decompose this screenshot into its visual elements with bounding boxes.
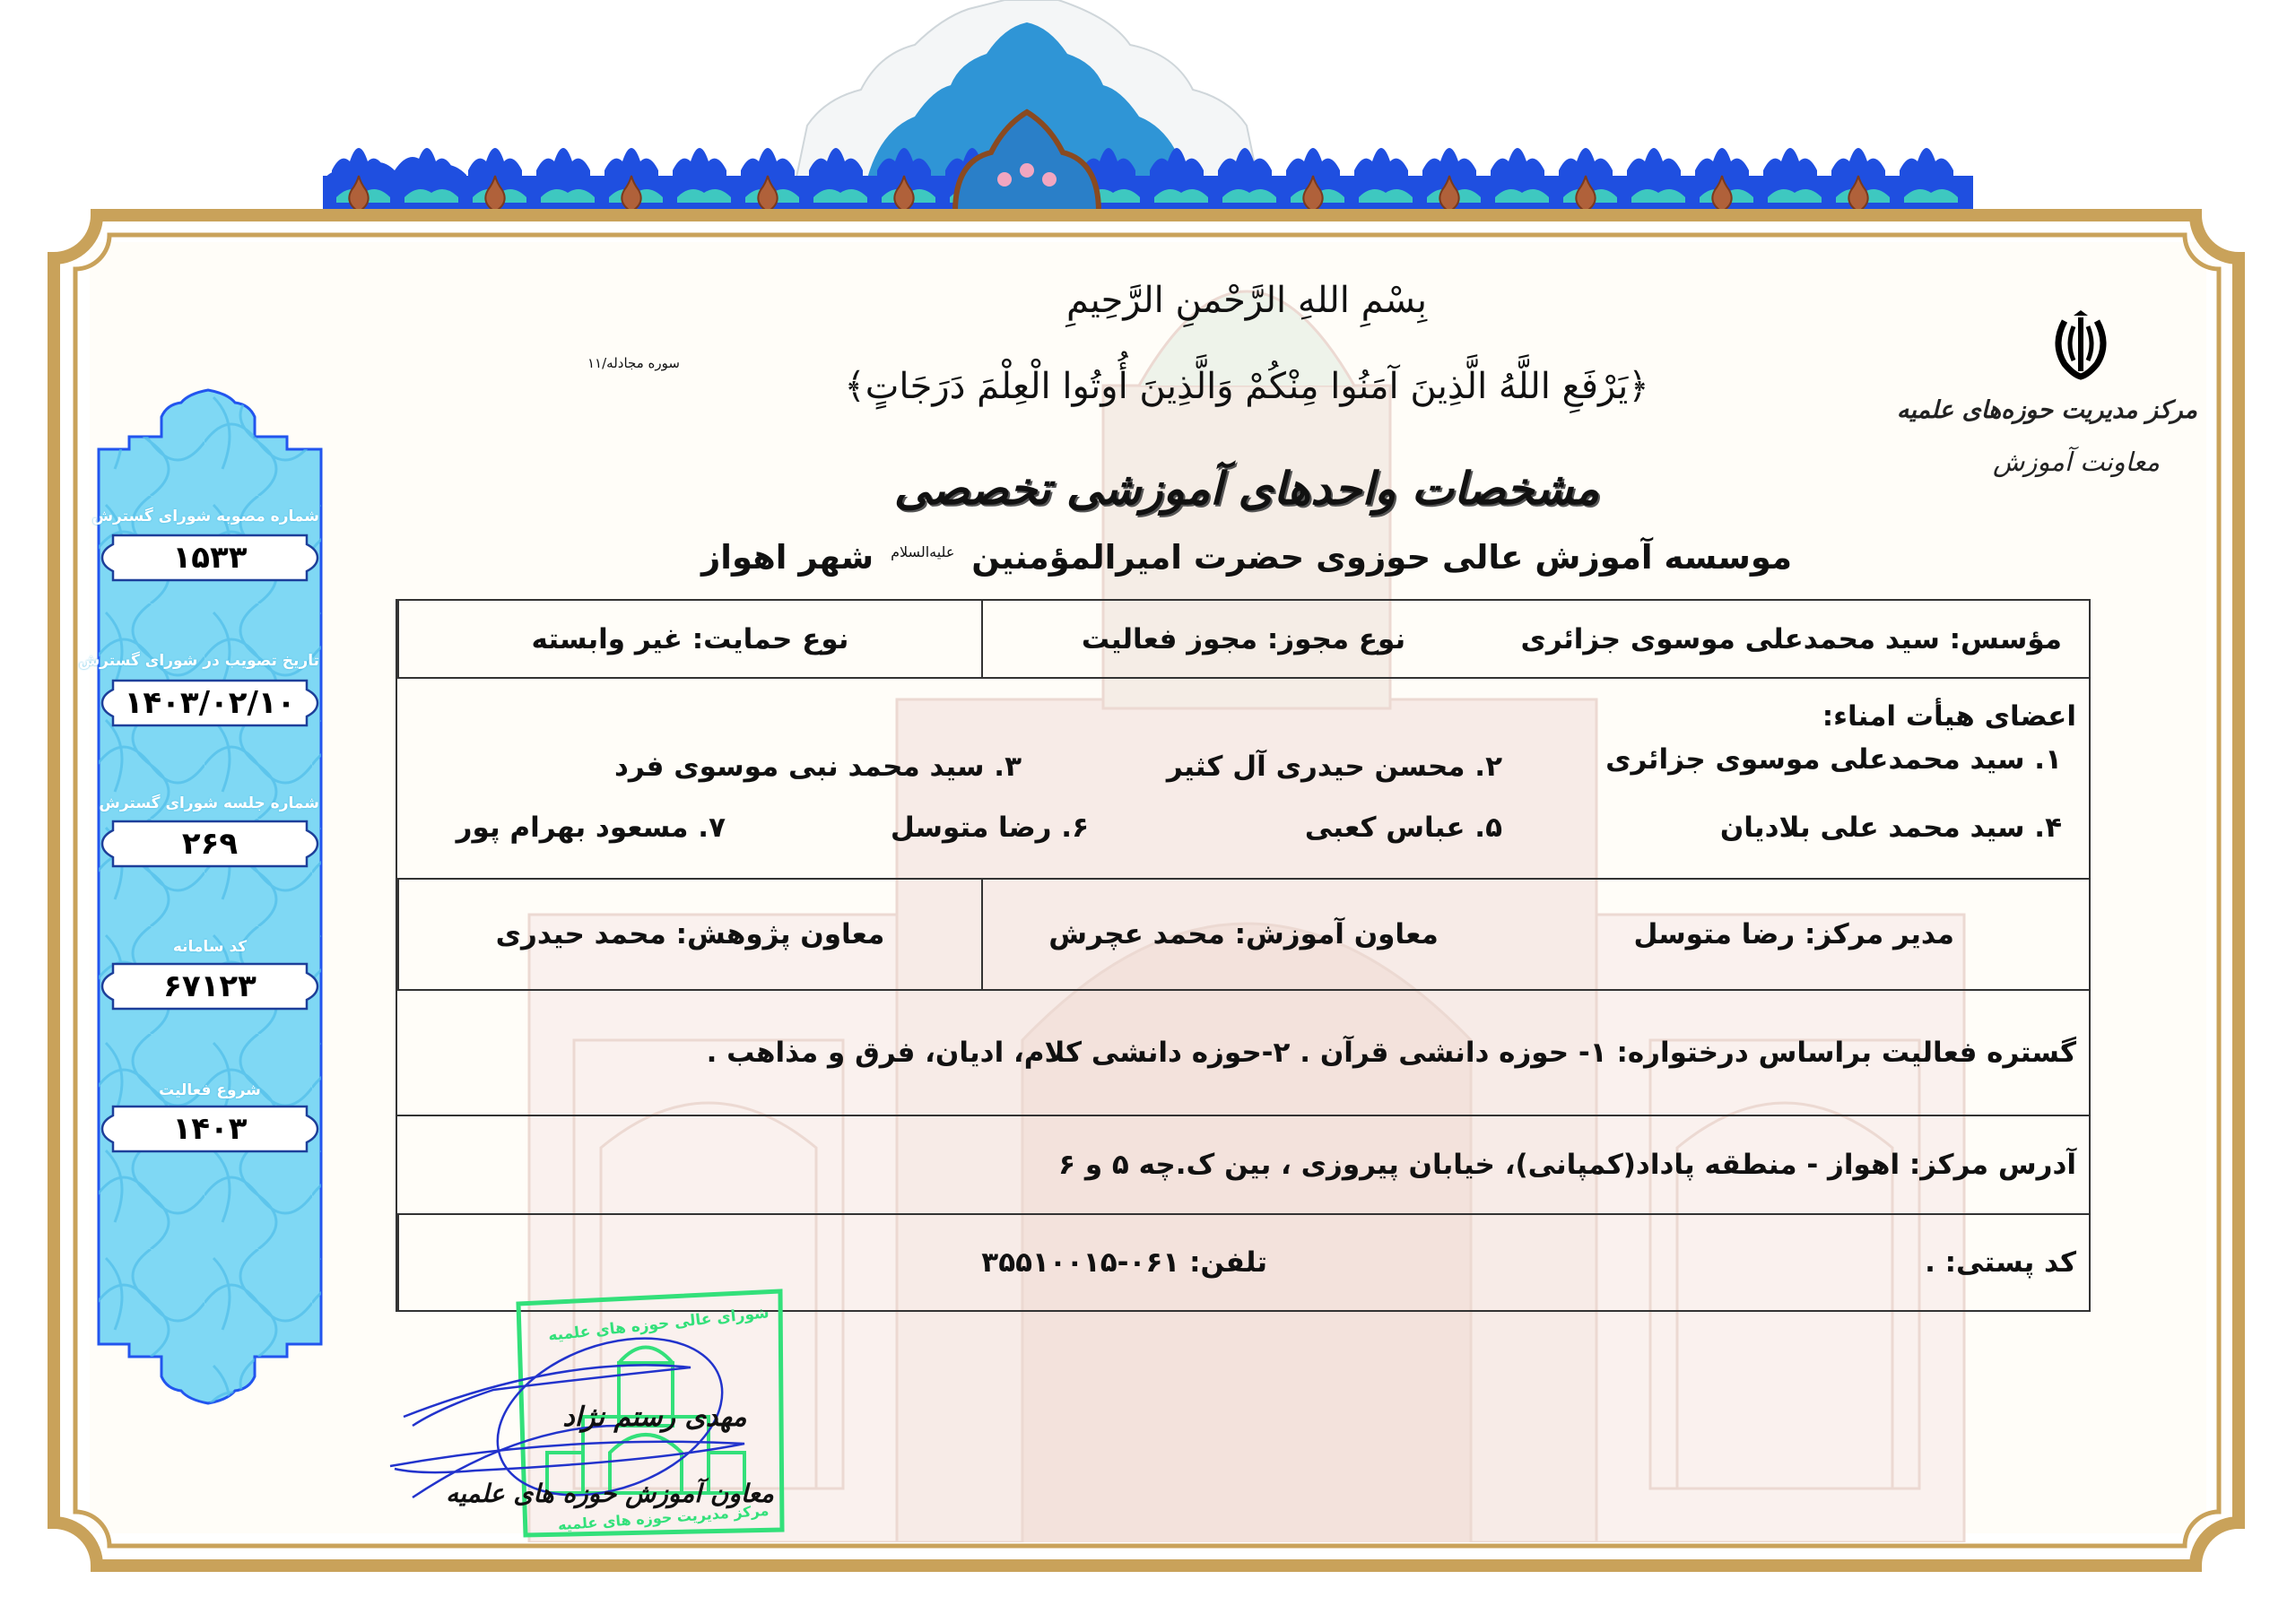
- board-member-4: ۴. سید محمد علی بلادیان: [1719, 812, 2062, 844]
- research-deputy-text: معاون پژوهش: محمد حیدری: [495, 918, 885, 950]
- sidebar-label: شماره مصوبه شورای گسترش: [91, 508, 319, 525]
- bismillah: بِسْمِ اللهِ الرَّحْمنِ الرَّحِيمِ: [1065, 280, 1428, 321]
- education-deputy-cell: [981, 880, 1504, 989]
- signatory-title: معاون آموزش حوزه های علمیه: [446, 1479, 774, 1508]
- sidebar-value: ۶۷۱۲۳: [163, 968, 257, 1004]
- support-type-text: نوع حمایت: غیر وابسته: [531, 622, 849, 655]
- postal-code-cell: [1282, 1215, 2089, 1310]
- quran-verse: ﴿يَرْفَعِ اللَّهُ الَّذِينَ آمَنُوا مِنْكُمْ وَالَّذِينَ أُوتُوا الْعِلْمَ دَرَجَاتٍ﴾: [844, 366, 1649, 407]
- board-member-2: ۲. محسن حیدری آل کثیر: [1166, 751, 1502, 783]
- address-cell: [399, 1116, 2076, 1213]
- signatory-name: مهدی رستم نژاد: [562, 1402, 747, 1433]
- sidebar-label: کد سامانه: [172, 938, 248, 956]
- founder-text: مؤسس: سید محمدعلی موسوی جزائری: [1520, 622, 2062, 655]
- info-table: [396, 599, 2091, 1312]
- logo-org-department: معاونت آموزش: [1992, 447, 2161, 477]
- board-member-6: ۶. رضا متوسل: [890, 812, 1089, 844]
- sidebar-value: ۱۴۰۳/۰۲/۱۰: [124, 685, 296, 721]
- sidebar-value-box: [100, 820, 319, 868]
- board-member-3: ۳. سید محمد نبی موسوی فرد: [613, 751, 1022, 783]
- sidebar-value-box: [100, 962, 319, 1011]
- table-row-address: [397, 1116, 2089, 1215]
- sidebar-value-box: [100, 1105, 319, 1153]
- sidebar-label: تاریخ تصویب در شورای گسترش: [78, 652, 319, 670]
- institute-city: شهر اهواز: [700, 538, 874, 577]
- center-director-text: مدیر مرکز: رضا متوسل: [1633, 918, 1954, 950]
- board-member-7: ۷. مسعود بهرام پور: [456, 812, 726, 844]
- activity-scope-cell: [399, 991, 2076, 1115]
- license-type-cell: [981, 601, 1504, 677]
- address-text: آدرس مرکز: اهواز - منطقه پاداد(کمپانی)، خیابان پیروزی ، بین ک.چه ۵ و ۶: [1058, 1149, 2076, 1181]
- sidebar-value: ۱۵۳۳: [172, 540, 248, 576]
- institute-name-main: موسسه آموزش عالی حوزوی حضرت امیرالمؤمنین: [971, 538, 1793, 577]
- honorific-text: علیه‌السلام: [891, 542, 955, 560]
- sidebar-label: شماره جلسه شورای گسترش: [99, 794, 319, 812]
- license-type-text: نوع مجوز: مجوز فعالیت: [1081, 622, 1406, 655]
- sidebar-label: شروع فعالیت: [159, 1081, 261, 1099]
- logo-org-name: مرکز مدیریت حوزه‌های علمیه: [1896, 396, 2197, 424]
- sidebar-value-box: [100, 534, 319, 582]
- board-member-1: ۱. سید محمدعلی موسوی جزائری: [1605, 743, 2062, 776]
- activity-scope-text: گستره فعالیت براساس درختواره: ۱- حوزه دانشی قرآن . ۲-حوزه دانشی کلام، ادیان، فرق و مذاهب .: [706, 1037, 2076, 1069]
- education-deputy-text: معاون آموزش: محمد عچرش: [1048, 918, 1439, 950]
- sidebar-value-box: [100, 679, 319, 727]
- founder-cell: [1504, 601, 2089, 677]
- research-deputy-cell: [397, 880, 981, 989]
- surah-reference: سوره مجادله/۱۱: [587, 355, 680, 371]
- center-director-cell: [1504, 880, 2089, 989]
- postal-code-text: کد پستی: .: [1925, 1246, 2076, 1279]
- board-heading: اعضای هیأت امناء:: [1822, 700, 2076, 733]
- sidebar-value: ۱۴۰۳: [172, 1111, 248, 1147]
- table-row-activity-scope: [397, 991, 2089, 1116]
- signature: [386, 1318, 780, 1524]
- table-row-founder-license-support: [397, 601, 2089, 679]
- table-row-board-members: [397, 679, 2089, 880]
- phone-text: تلفن: ۰۶۱-۳۵۵۱۰۰۱۵: [981, 1246, 1267, 1279]
- sidebar-value: ۲۶۹: [181, 826, 239, 862]
- document-title: مشخصات واحدهای آموزشی تخصصی: [893, 462, 1600, 515]
- board-member-5: ۵. عباس کعبی: [1304, 812, 1502, 844]
- table-row-staff: [397, 880, 2089, 991]
- support-type-cell: [397, 601, 981, 677]
- stamp-top-text: شورای عالی حوزه های علمیه: [547, 1304, 770, 1345]
- institute-name: [395, 538, 2099, 577]
- stamp-bottom-text: مرکز مدیریت حوزه های علمیه: [557, 1501, 770, 1534]
